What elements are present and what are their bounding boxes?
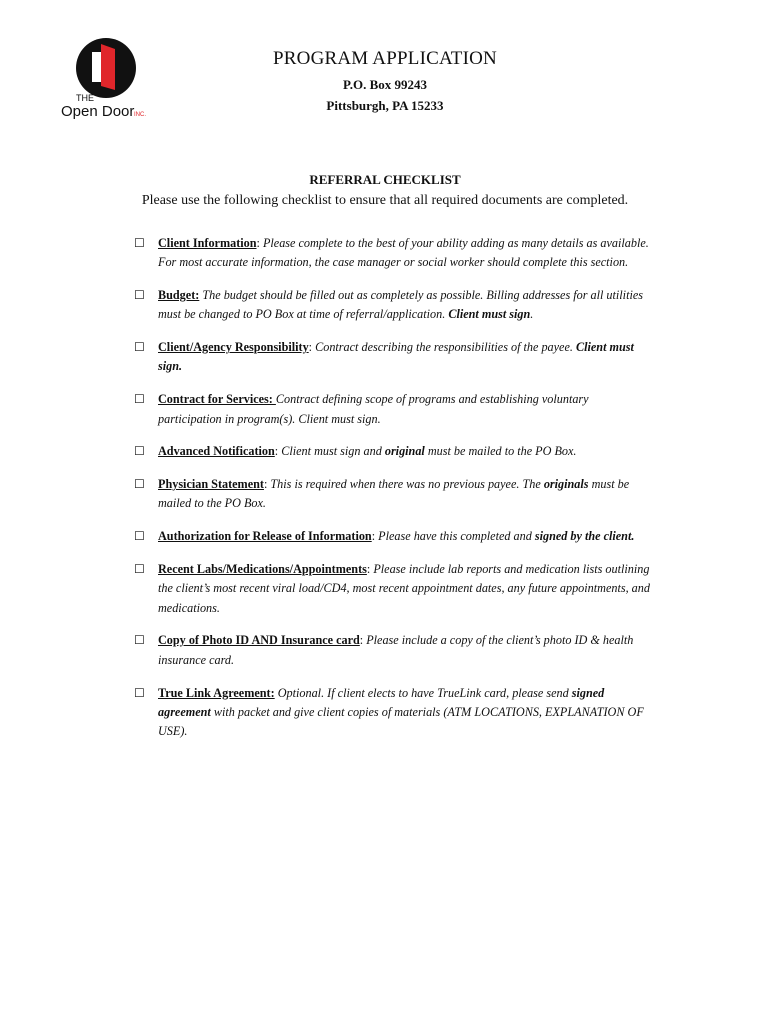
checklist-item: [134, 631, 654, 670]
checkbox[interactable]: ☐: [134, 444, 145, 459]
item-label: Copy of Photo ID AND Insurance card: [158, 633, 360, 648]
item-description: Please include a copy of the client’s photo ID & health insurance card.: [158, 633, 634, 667]
address-line-1: P.O. Box 99243: [342, 77, 428, 92]
item-description: This is required when there was no previous payee. The: [270, 477, 544, 492]
item-label: Contract for Services:: [158, 392, 276, 407]
checkbox[interactable]: ☐: [134, 340, 145, 355]
item-separator: :: [274, 444, 282, 459]
checkbox[interactable]: ☐: [134, 392, 145, 407]
checklist-item: [134, 286, 654, 325]
item-label: Authorization for Release of Information: [158, 529, 372, 544]
checkbox[interactable]: ☐: [134, 562, 145, 577]
item-tail: .: [530, 307, 534, 322]
checklist-item: [134, 684, 654, 742]
checkbox[interactable]: ☐: [134, 633, 145, 648]
item-description: Contract defining scope of programs and establishing voluntary participation in program(s). Client must sign.: [158, 392, 589, 426]
item-label: Budget:: [158, 288, 200, 303]
item-label: Client/Agency Responsibility: [158, 340, 309, 355]
item-description: Please complete to the best of your ability adding as many details as available. For most accurate information, the case manager or social worker should complete this section.: [158, 236, 649, 270]
item-emphasis: original: [384, 444, 425, 459]
checklist-item: [134, 560, 654, 618]
logo-the-text: THE: [76, 93, 94, 103]
page-title: PROGRAM APPLICATION: [273, 48, 497, 69]
item-description: Please include lab reports and medication lists outlining the client’s most recent viral load/CD4, most recent appointment dates, any future appointments, and medications.: [158, 562, 650, 615]
checklist-item: [134, 338, 654, 377]
item-separator: :: [366, 562, 374, 577]
checklist-item: [134, 442, 654, 461]
item-label: Recent Labs/Medications/Appointments: [158, 562, 367, 577]
item-emphasis: originals: [543, 477, 589, 492]
item-description: The budget should be filled out as completely as possible. Billing addresses for all utilities must be changed to PO Box at time of referral/application.: [158, 288, 643, 322]
checklist-item: [134, 475, 654, 514]
checklist-heading: REFERRAL CHECKLIST: [309, 172, 461, 187]
checkbox[interactable]: ☐: [134, 685, 145, 700]
item-label: True Link Agreement:: [158, 685, 275, 700]
item-separator: :: [359, 633, 367, 648]
item-tail: must be mailed to the PO Box.: [424, 444, 577, 459]
checkbox[interactable]: ☐: [134, 477, 145, 492]
address-line-2: Pittsburgh, PA 15233: [326, 98, 444, 113]
item-tail: must be mailed to the PO Box.: [158, 477, 630, 511]
item-label: Advanced Notification: [158, 444, 275, 459]
item-separator: :: [371, 529, 379, 544]
checklist-item: [134, 527, 654, 546]
item-emphasis: Client must sign: [448, 307, 531, 322]
checkbox[interactable]: ☐: [134, 288, 145, 303]
item-label: Physician Statement: [158, 477, 264, 492]
checklist-items: [134, 234, 654, 755]
item-emphasis: signed agreement: [158, 685, 605, 719]
item-description: Contract describing the responsibilities of the payee.: [315, 340, 576, 355]
logo-inc-text: INC.: [134, 112, 146, 118]
checklist-item: [134, 234, 654, 273]
item-separator: :: [263, 477, 271, 492]
checklist-item: [134, 390, 654, 429]
item-description: Please have this completed and: [378, 529, 535, 544]
item-description: Client must sign and: [281, 444, 385, 459]
item-separator: :: [256, 236, 263, 250]
checklist-intro: Please use the following checklist to ensure that all required documents are completed.: [141, 193, 629, 208]
item-description: Optional. If client elects to have TrueLink card, please send: [277, 685, 572, 700]
item-emphasis: signed by the client.: [534, 529, 635, 544]
checkbox[interactable]: ☐: [134, 236, 145, 250]
checkbox[interactable]: ☐: [134, 529, 145, 544]
logo-name-text: Open Door: [61, 103, 135, 120]
item-tail: with packet and give client copies of materials (ATM LOCATIONS, EXPLANATION OF USE).: [158, 704, 644, 739]
item-emphasis: Client must sign.: [158, 340, 634, 374]
item-separator: :: [308, 340, 316, 355]
item-label: Client Information: [158, 236, 257, 250]
